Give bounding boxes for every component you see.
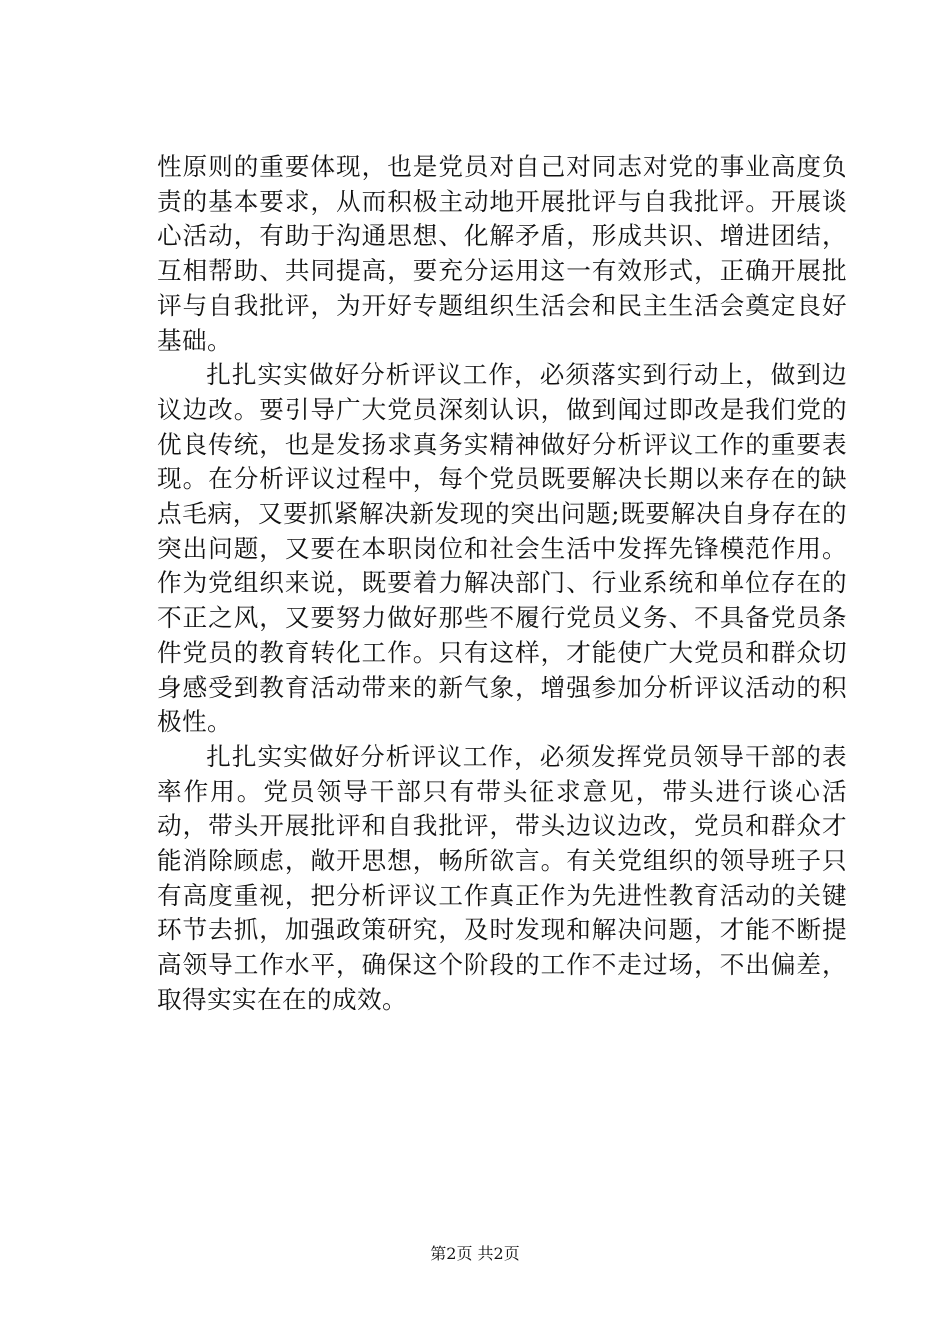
document-body <box>157 150 847 1018</box>
paragraph-leaders-example: 扎扎实实做好分析评议工作，必须发挥党员领导干部的表率作用。党员领导干部只有带头征求意见，带头进行谈心活动，带头开展批评和自我批评，带头边议边改，党员和群众才能消除顾虑，敞开思想，畅所欲言。有关党组织的领导班子只有高度重视，把分析评议工作真正作为先进性教育活动的关键环节去抓，加强政策研究，及时发现和解决问题，才能不断提高领导工作水平，确保这个阶段的工作不走过场，不出偏差，取得实实在在的成效。 <box>157 741 847 1014</box>
paragraph-continued: 性原则的重要体现，也是党员对自己对同志对党的事业高度负责的基本要求，从而积极主动地开展批评与自我批评。开展谈心活动，有助于沟通思想、化解矛盾，形成共识、增进团结，互相帮助、共同提高，要充分运用这一有效形式，正确开展批评与自我批评，为开好专题组织生活会和民主生活会奠定良好基础。 <box>157 152 847 355</box>
paragraph-act-on-review: 扎扎实实做好分析评议工作，必须落实到行动上，做到边议边改。要引导广大党员深刻认识，做到闻过即改是我们党的优良传统，也是发扬求真务实精神做好分析评议工作的重要表现。在分析评议过程中，每个党员既要解决长期以来存在的缺点毛病，又要抓紧解决新发现的突出问题;既要解决自身存在的突出问题，又要在本职岗位和社会生活中发挥先锋模范作用。作为党组织来说，既要着力解决部门、行业系统和单位存在的不正之风，又要努力做好那些不履行党员义务、不具备党员条件党员的教育转化工作。只有这样，才能使广大党员和群众切身感受到教育活动带来的新气象，增强参加分析评议活动的积极性。 <box>157 360 847 737</box>
page-footer <box>0 1244 950 1264</box>
page-number-label: 第2页 共2页 <box>430 1244 520 1263</box>
